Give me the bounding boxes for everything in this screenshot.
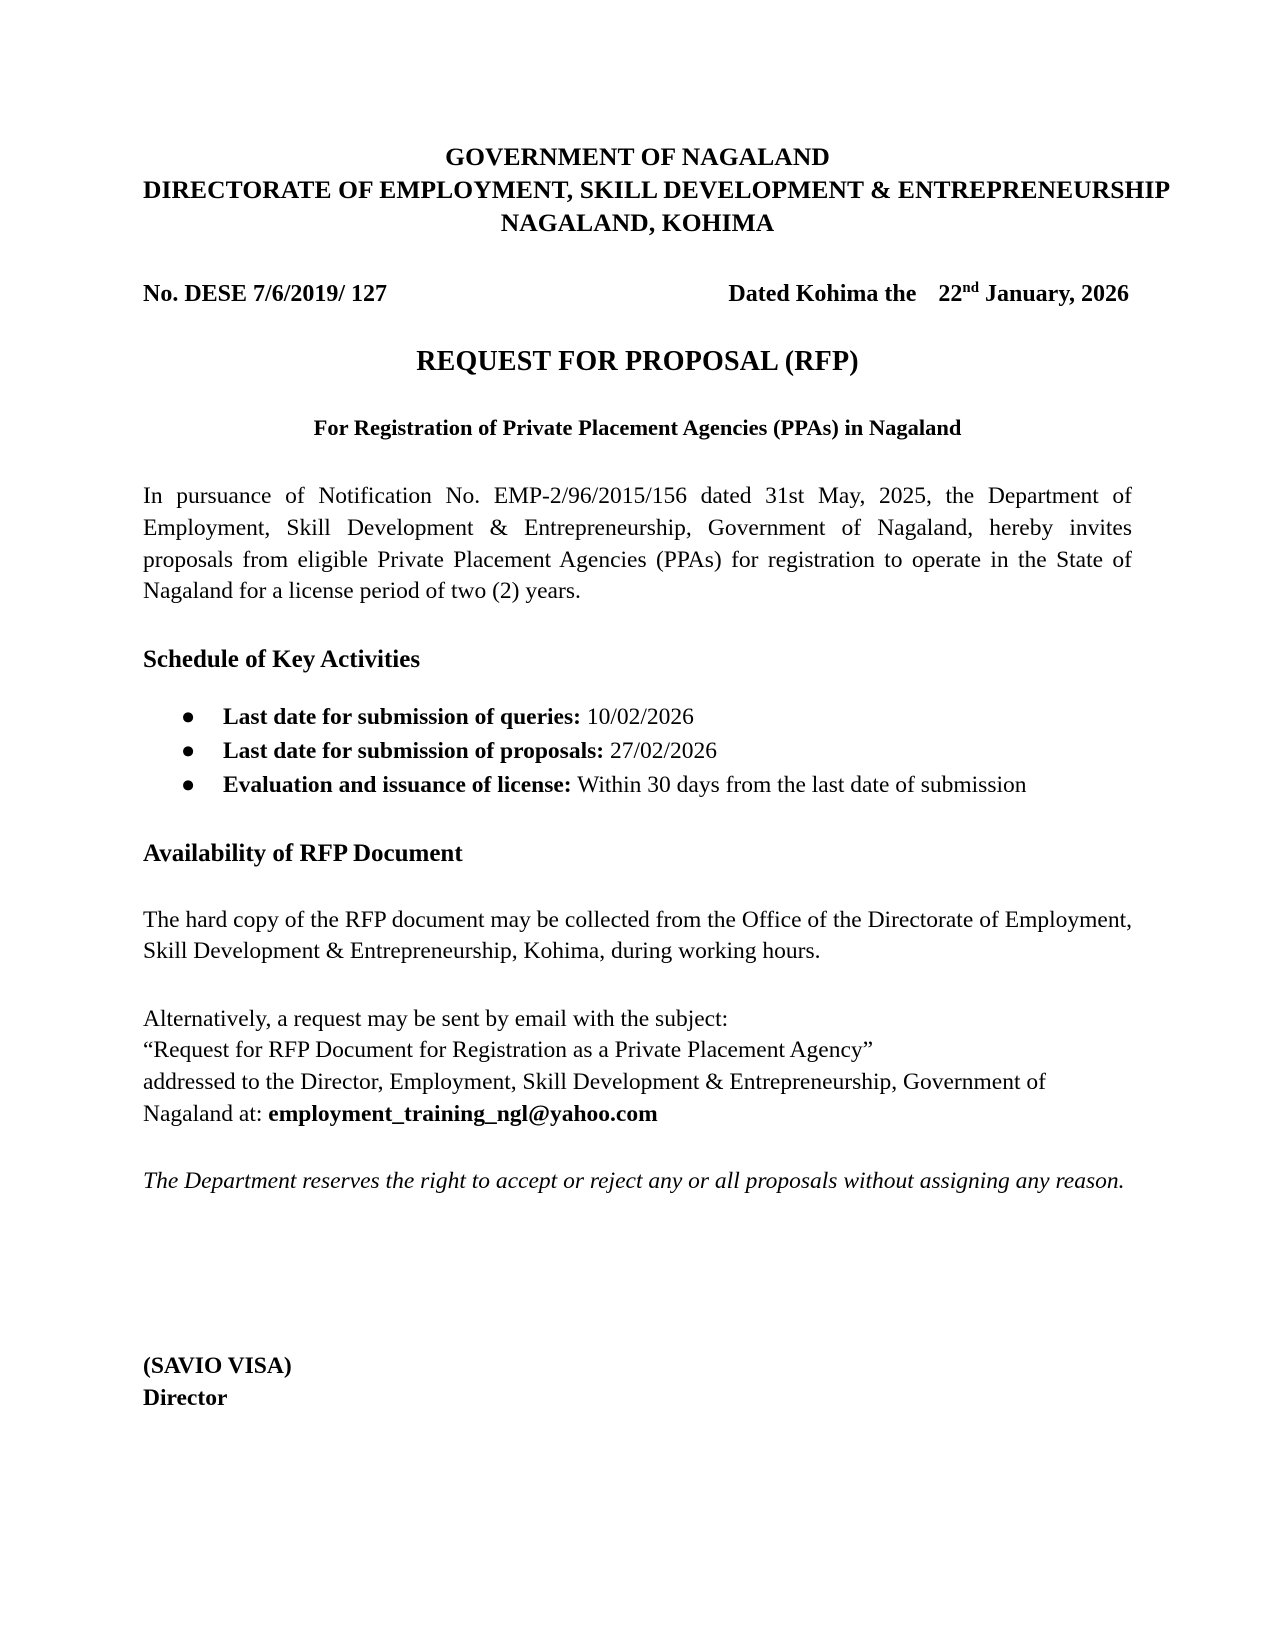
activity-value: 10/02/2026	[586, 704, 694, 731]
email-request-subject: “Request for RFP Document for Registration as a Private Placement Agency”	[143, 1037, 874, 1064]
list-item	[181, 736, 1132, 768]
availability-heading: Availability of RFP Document	[143, 840, 463, 868]
availability-paragraph: The hard copy of the RFP document may be collected from the Office of the Directorate of Employment, Skill Development & Entrepreneurship, Kohima, during working hours.	[143, 906, 1132, 965]
email-address: employment_training_ngl@yahoo.com	[268, 1100, 658, 1127]
signature-block	[143, 1350, 1132, 1415]
intro-paragraph: In pursuance of Notification No. EMP-2/96/2015/156 dated 31st May, 2025, the Department of Employment, Skill Development & Entrepreneurship, Government of Nagaland, hereby invites proposals from eligible Private Placement Agencies (PPAs) for registration to operate in the State of Nagaland for a license period of two (2) years.	[143, 483, 1132, 605]
activity-label: Last date for submission of queries:	[223, 704, 581, 731]
activity-label: Last date for submission of proposals:	[223, 738, 605, 765]
email-request-line-3: addressed to the Director, Employment, Skill Development & Entrepreneurship, Government of	[143, 1069, 1046, 1096]
activity-label: Evaluation and issuance of license:	[223, 772, 572, 799]
bullet-icon: ●	[181, 738, 196, 765]
disclaimer-paragraph: The Department reserves the right to accept or reject any or all proposals without assigning any reason.	[143, 1168, 1125, 1195]
letterhead-line-location: NAGALAND, KOHIMA	[500, 208, 775, 238]
signatory-name: (SAVIO VISA)	[143, 1352, 292, 1379]
email-request-line-4	[143, 1099, 1132, 1131]
email-request-line-1: Alternatively, a request may be sent by email with the subject:	[143, 1005, 729, 1032]
list-item	[181, 770, 1132, 802]
letterhead-line-government: GOVERNMENT OF NAGALAND	[445, 142, 830, 171]
reference-line	[143, 281, 1132, 308]
bullet-icon: ●	[181, 772, 196, 799]
bullet-icon: ●	[181, 704, 196, 731]
email-prefix: Nagaland at:	[143, 1100, 269, 1127]
document-title: REQUEST FOR PROPOSAL (RFP)	[416, 346, 859, 378]
dated-block	[728, 281, 1132, 308]
activity-value: 27/02/2026	[609, 738, 718, 765]
email-request-block	[143, 1004, 1132, 1130]
letterhead	[143, 140, 1171, 239]
dated-prefix: Dated Kohima the	[728, 281, 917, 308]
letterhead-line-directorate: DIRECTORATE OF EMPLOYMENT, SKILL DEVELOPMENT & ENTREPRENEURSHIP	[143, 175, 1171, 205]
schedule-heading: Schedule of Key Activities	[143, 645, 421, 673]
activity-value: Within 30 days from the last date of submission	[577, 772, 1027, 799]
signatory-designation: Director	[143, 1385, 228, 1412]
document-subtitle: For Registration of Private Placement Agencies (PPAs) in Nagaland	[313, 415, 962, 441]
dated-day: 22	[938, 281, 963, 308]
reference-number: No. DESE 7/6/2019/ 127	[143, 281, 388, 308]
dated-ordinal-suffix: nd	[962, 280, 979, 297]
dated-month-year: January, 2026	[984, 281, 1129, 308]
list-item	[181, 702, 1132, 734]
schedule-list	[143, 702, 1132, 802]
